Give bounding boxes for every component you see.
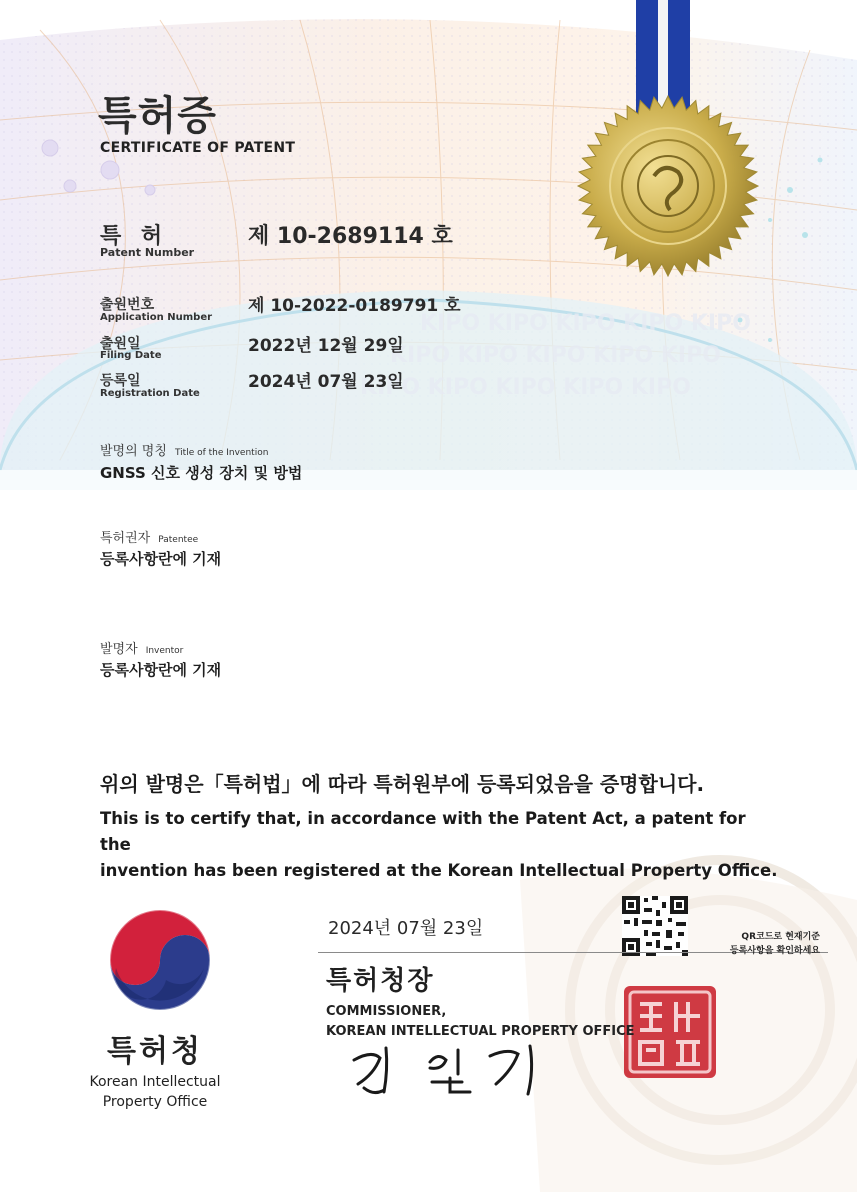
issue-date: 2024년 07월 23일 <box>328 918 484 939</box>
patentee-value: 등록사항란에 기재 <box>100 550 222 568</box>
patentee-label-en: Patentee <box>158 535 199 545</box>
patent-number-value: 제 10-2689114 호 <box>248 224 453 249</box>
filing-date-label-en: Filing Date <box>100 350 162 361</box>
invention-title-label-en: Title of the Invention <box>174 448 269 458</box>
registration-date-label-ko: 등록일 <box>100 373 141 389</box>
patent-number-label-en: Patent Number <box>100 246 195 259</box>
certificate-title-ko: 특허증 <box>98 93 217 139</box>
inventor-label-en: Inventor <box>145 646 184 656</box>
kipo-logo-icon <box>110 910 210 1010</box>
qr-code-note <box>690 930 820 958</box>
invention-title-value: GNSS 신호 생성 장치 및 방법 <box>100 464 303 482</box>
certification-statement-en-line2: invention has been registered at the Korean Intellectual Property Office. <box>100 861 778 880</box>
watermark-line: KIPO KIPO KIPO KIPO KIPO <box>360 375 691 400</box>
application-number-value: 제 10-2022-0189791 호 <box>248 296 461 316</box>
commissioner-signature-icon <box>350 1040 550 1100</box>
application-number-label-ko: 출원번호 <box>100 297 155 313</box>
office-name-ko: 특허청 <box>107 1034 203 1069</box>
invention-title-label-ko: 발명의 명칭 <box>100 444 167 459</box>
gold-seal-icon <box>578 96 758 276</box>
commissioner-title-en-line1: COMMISSIONER, <box>326 1004 447 1019</box>
office-name-en-line2: Property Office <box>102 1094 208 1110</box>
qr-code-note-line1: QR코드로 현재기준 <box>741 932 820 942</box>
registration-date-label-en: Registration Date <box>100 388 200 399</box>
red-official-seal-icon <box>624 986 716 1078</box>
office-name-en-line1: Korean Intellectual <box>89 1074 221 1090</box>
application-number-label-en: Application Number <box>100 312 213 323</box>
registration-date-value: 2024년 07월 23일 <box>248 372 404 392</box>
watermark-line: KIPO KIPO KIPO KIPO KIPO <box>390 343 721 368</box>
inventor-label-ko: 발명자 <box>100 642 138 657</box>
invention-title-label <box>100 440 268 459</box>
qr-code-note-line2: 등록사항을 확인하세요 <box>729 946 820 956</box>
certification-statement-ko: 위의 발명은「특허법」에 따라 특허원부에 등록되었음을 증명합니다. <box>100 772 705 796</box>
commissioner-title-ko: 특허청장 <box>326 966 435 996</box>
patent-number-label-ko: 특 허 <box>100 224 169 249</box>
patentee-label-ko: 특허권자 <box>100 531 151 546</box>
watermark-line: KIPO KIPO KIPO KIPO KIPO <box>420 311 751 336</box>
inventor-value: 등록사항란에 기재 <box>100 661 222 679</box>
filing-date-label-ko: 출원일 <box>100 336 141 352</box>
certification-statement-en <box>100 806 780 884</box>
filing-date-value: 2022년 12월 29일 <box>248 336 404 356</box>
certificate-title-en: CERTIFICATE OF PATENT <box>100 140 296 156</box>
certification-statement-en-line1: This is to certify that, in accordance with the Patent Act, a patent for the <box>100 809 746 854</box>
office-name-en <box>60 1072 250 1112</box>
commissioner-title-en-line2: KOREAN INTELLECTUAL PROPERTY OFFICE <box>326 1024 635 1039</box>
inventor-label <box>100 638 183 657</box>
patentee-label <box>100 527 198 546</box>
commissioner-title-en <box>326 1002 635 1042</box>
qr-code-icon <box>622 896 688 956</box>
